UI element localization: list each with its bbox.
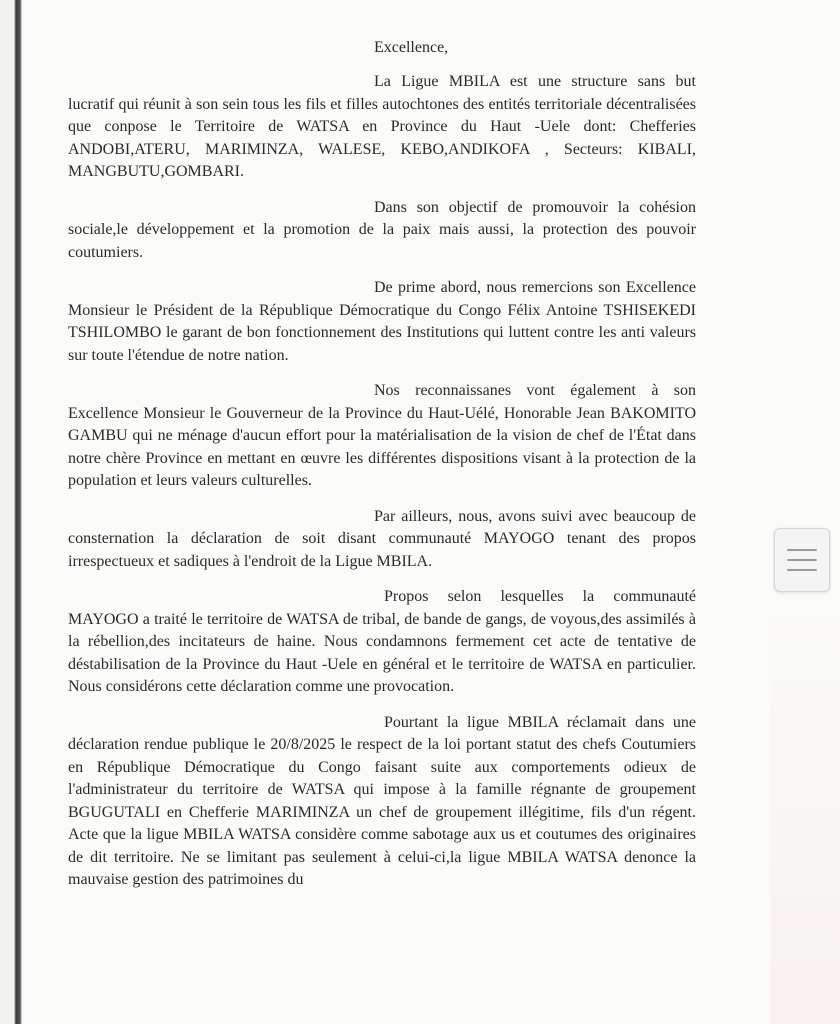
hamburger-menu-icon[interactable] — [774, 528, 830, 592]
paragraph-thanks-governor: Nos reconnaissanes vont également à son Excellence Monsieur le Gouverneur de la Province du Haut-Uélé, Honorable Jean BAKOMITO GAMBU qui ne ménage d'aucun effort pour la matérialisation de la vision de chef de l'État dans notre chère Province en mettant en œuvre les différentes dispositions visant à la protection de la population et leurs valeurs culturelles. — [68, 382, 696, 489]
paragraph-intro: La Ligue MBILA est une structure sans but lucratif qui réunit à son sein tous les fils et filles autochtones des entités territoriale décentralisées que conpose le Territoire de WATSA en Province du Haut -Uele dont: Chefferies ANDOBI,ATERU, MARIMINZA, WALESE, KEBO,ANDIKOFA , Secteurs: KIBALI, MANGBUTU,GOMBARI. — [68, 73, 696, 180]
paragraph-consternation: Par ailleurs, nous, avons suivi avec beaucoup de consternation la déclaration de soit disant communauté MAYOGO tenant des propos irrespectueux et sadiques à l'endroit de la Ligue MBILA. — [68, 507, 696, 570]
menu-bar-top — [787, 549, 817, 551]
paragraph-condemnation: Propos selon lesquelles la communauté MAYOGO a traité le territoire de WATSA de tribal, de bande de gangs, de voyous,des assimilés à la rébellion,des incitateurs de haine. Nous condamnons fermement cet acte de tentative de déstabilisation de la Province du Haut -Uele en général et le territoire de WATSA en particulier. Nous considérons cette déclaration comme une provocation. — [68, 588, 696, 695]
page-shadow — [770, 600, 840, 1024]
menu-bar-middle — [787, 559, 817, 561]
paragraph-objective: Dans son objectif de promouvoir la cohésion sociale,le développement et la promotion de la paix mais aussi, la protection des pouvoir coutumiers. — [68, 198, 696, 261]
paragraph-thanks-president: De prime abord, nous remercions son Excellence Monsieur le Président de la République Démocratique du Congo Félix Antoine TSHISEKEDI TSHILOMBO le garant de bon fonctionnement des Institutions qui luttent contre les anti valeurs sur toute l'étendue de notre nation. — [68, 279, 696, 364]
letter-page — [68, 36, 696, 905]
page-binding-edge — [0, 0, 22, 1024]
paragraph-reclamation: Pourtant la ligue MBILA réclamait dans une déclaration rendue publique le 20/8/2025 le respect de la loi portant statut des chefs Coutumiers en République Démocratique du Congo faisant suite aux comportements odieux de l'administrateur du territoire de WATSA qui impose à la famille régnante de groupement BGUGUTALI en Chefferie MARIMINZA un chef de groupement illégitime, fils d'un régent. Acte que la ligue MBILA WATSA considère comme sabotage aux us et coutumes des originaires de dit territoire. Ne se limitant pas seulement à celui-ci,la ligue MBILA WATSA denonce la mauvaise gestion des patrimoines du — [68, 713, 696, 888]
salutation: Excellence, — [374, 39, 449, 56]
menu-bar-bottom — [787, 569, 817, 571]
